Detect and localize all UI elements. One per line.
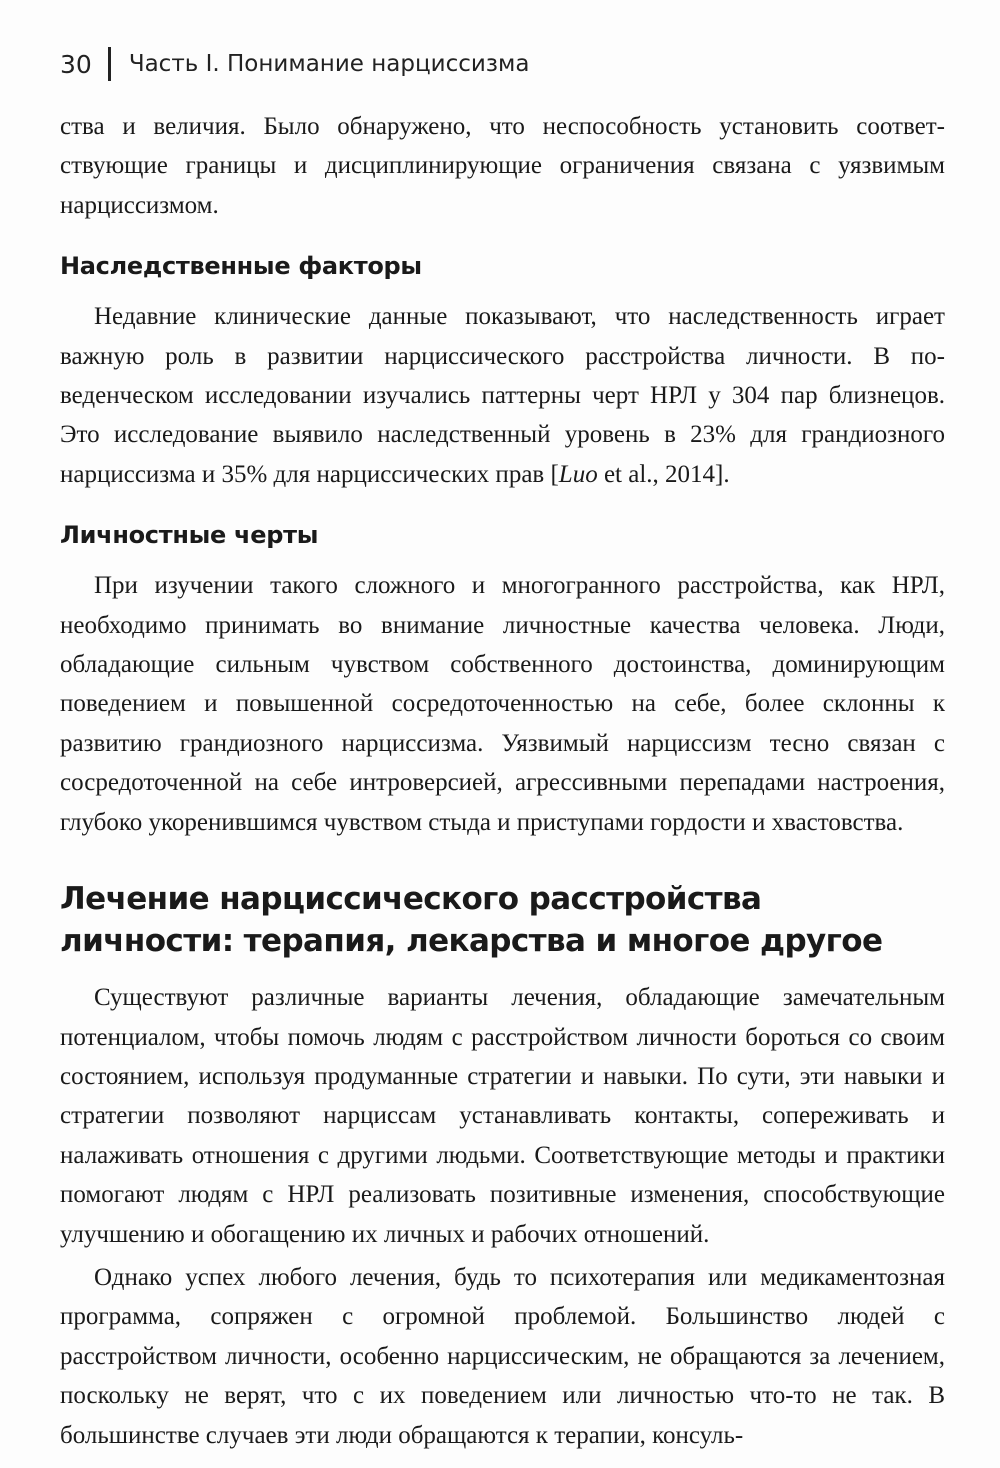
paragraph-treatment-problem: Однако успех любого лечения, будь то психотерапия или медикаментозная программа, сопряжен с огромной проблемой. Большинство людей с расстройством личности, особенно нарциссическим, не обращаются за лечением, поскольку не верят, что с их поведением или личностью что-то не так. В большинстве случаев эти люди обращаются к терапии, консуль- (60, 1263, 945, 1449)
subheading-traits: Личностные черты (60, 521, 319, 550)
paragraph-continued: ства и величия. Было обнаружено, что неспособность установить соответствующие границы и дисциплинирующие ограничения связана с уязвимым нарциссизмом. (60, 113, 945, 219)
running-head-divider (108, 47, 111, 81)
citation-author: Luo (558, 460, 598, 488)
section-title-treatment: Лечение нарциссического расстройства личности: терапия, лекарства и многое другое (60, 881, 883, 960)
running-head (60, 44, 529, 84)
subheading-heredity: Наследственные факторы (60, 252, 422, 281)
paragraph-heredity-text: Недавние клинические данные показывают, что наследственность играет важную роль в развитии нарциссического расстройства личности. В поведенческом исследовании изучались паттерны черт НРЛ у 304 пар близнецов. Это исследование выявило наследственный уровень в 23% для грандиозного нарциссизма и 35% для нарциссических прав [ (60, 303, 945, 488)
page-body (60, 107, 945, 1455)
paragraph-treatment-options: Существуют различные варианты лечения, обладающие замечательным потенциалом, чтобы помочь людям с расстройством личности бороться со своим состоянием, используя продуманные стратегии и навыки. По сути, эти навыки и стратегии позволяют нарциссам устанавливать контакты, сопереживать и налаживать отношения с другими людьми. Соответствующие методы и практики помогают людям с НРЛ реализовать позитивные изменения, способствующие улучшению и обогащению их личных и рабочих отношений. (60, 984, 945, 1248)
paragraph-heredity (60, 297, 945, 494)
paragraph-traits: При изучении такого сложного и многогранного расстройства, как НРЛ, необходимо принимать во внимание личностные качества человека. Люди, обладающие сильным чувством собственного достоинства, доминирующим поведением и повышенной сосредоточенностью на себе, более склонны к развитию грандиозного нарциссизма. Уязвимый нарциссизм тесно связан с сосредоточенной на себе интроверсией, агрессивными перепадами настроения, глубоко укоренившимся чувством стыда и приступами гордости и хвастовства. (60, 572, 945, 836)
running-head-title: Часть I. Понимание нарциссизма (128, 51, 530, 77)
citation-rest: et al., 2014]. (597, 460, 730, 488)
page-number: 30 (60, 49, 92, 79)
